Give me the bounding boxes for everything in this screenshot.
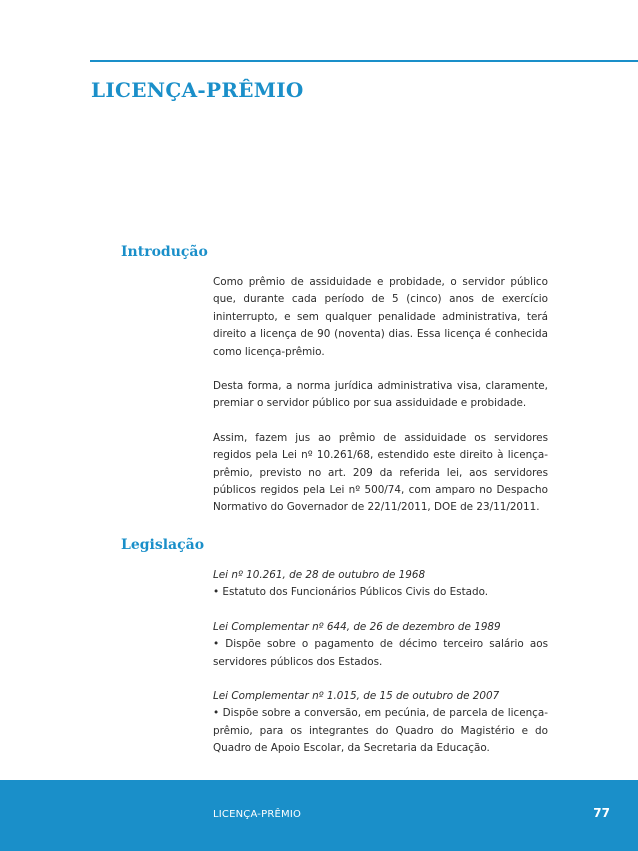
- page-number: 77: [593, 806, 610, 820]
- law-item: [213, 567, 548, 602]
- top-rule: [90, 60, 638, 62]
- law-title: Lei Complementar nº 1.015, de 15 de outubro de 2007: [213, 690, 500, 703]
- section-heading-legislacao: Legislação: [121, 537, 205, 553]
- intro-paragraph-1: Como prêmio de assiduidade e probidade, o servidor público que, durante cada período de 5 (cinco) anos de exercício ininterrupto, e sem qualquer penalidade administrativa, terá direito a licença de 90 (noventa) dias. Essa licença é conhecida como licença-prêmio.: [213, 276, 548, 358]
- law-item: [213, 619, 548, 671]
- law-description: • Estatuto dos Funcionários Públicos Civis do Estado.: [213, 586, 489, 599]
- law-title: Lei Complementar nº 644, de 26 de dezembro de 1989: [213, 620, 501, 633]
- footer-section-label: LICENÇA-PRÊMIO: [213, 809, 302, 820]
- law-title: Lei nº 10.261, de 28 de outubro de 1968: [213, 569, 426, 581]
- law-description: • Dispõe sobre o pagamento de décimo terceiro salário aos servidores públicos dos Estados.: [213, 638, 548, 668]
- intro-paragraph-2: Desta forma, a norma jurídica administrativa visa, claramente, premiar o servidor público por sua assiduidade e probidade.: [213, 380, 548, 410]
- introducao-body: [213, 274, 548, 517]
- law-item: [213, 688, 548, 758]
- intro-paragraph-3: Assim, fazem jus ao prêmio de assiduidade os servidores regidos pela Lei nº 10.261/68, estendido este direito à licença-prêmio, previsto no art. 209 da referida lei, aos servidores públicos regidos pela Lei nº 500/74, com amparo no Despacho Normativo do Governador de 22/11/2011, DOE de 23/11/2011.: [213, 431, 548, 514]
- law-description: • Dispõe sobre a conversão, em pecúnia, de parcela de licença-prêmio, para os integrantes do Quadro do Magistério e do Quadro de Apoio Escolar, da Secretaria da Educação.: [213, 707, 548, 755]
- legislacao-body: [213, 567, 548, 758]
- footer-bar: [0, 780, 638, 851]
- section-heading-introducao: Introdução: [121, 244, 208, 260]
- page-title: LICENÇA-PRÊMIO: [91, 78, 304, 102]
